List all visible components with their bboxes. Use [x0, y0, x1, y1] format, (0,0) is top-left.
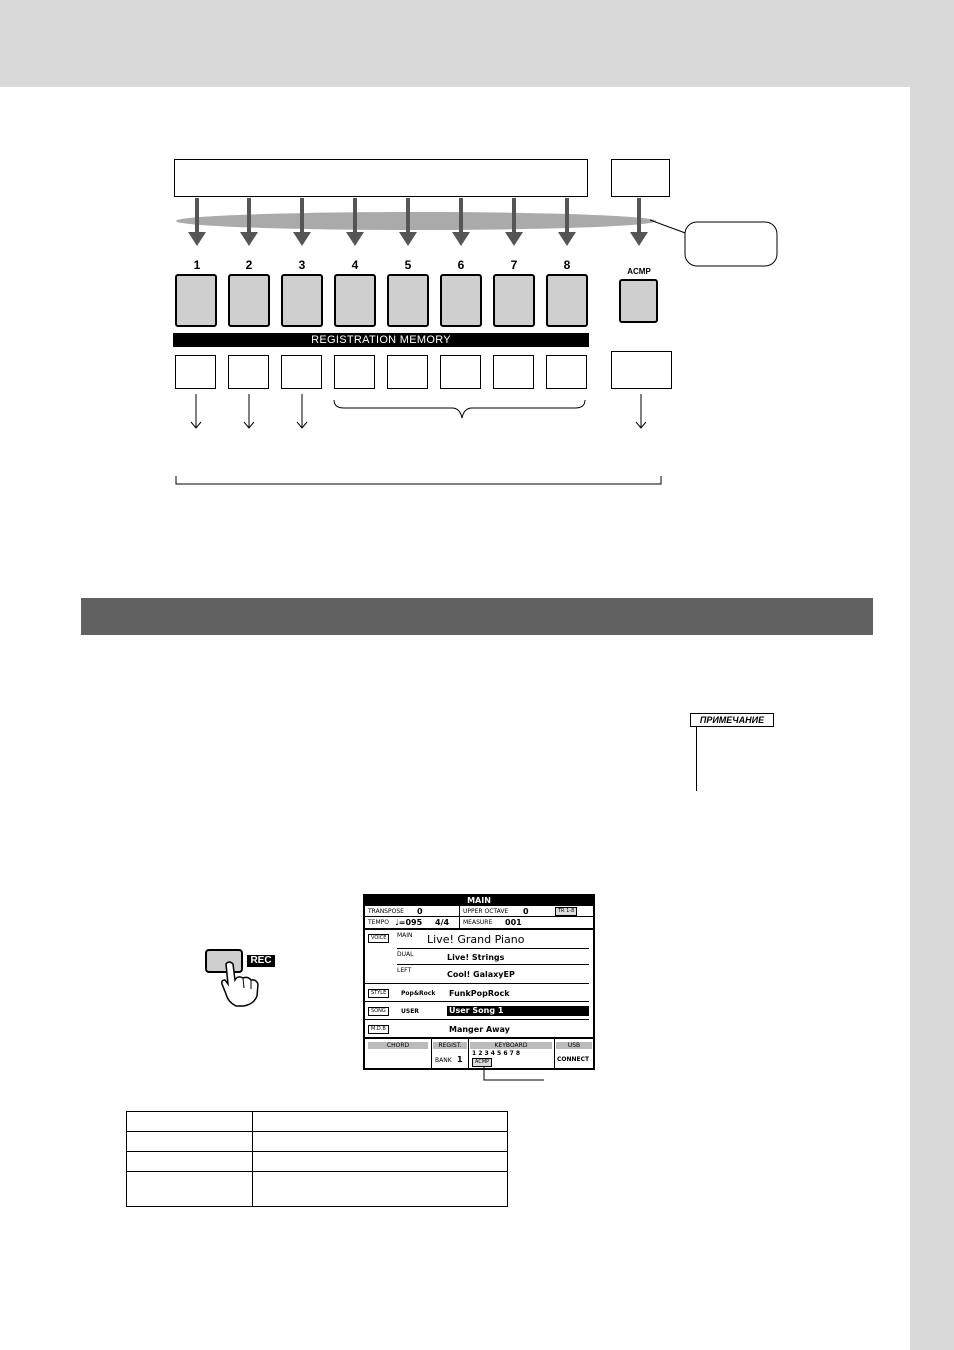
registration-button-4[interactable]: [334, 274, 376, 327]
button-number-8: 8: [563, 258, 571, 272]
style-tag: STYLE: [368, 989, 389, 998]
usb-label: USB: [556, 1042, 592, 1049]
table-row: [127, 1152, 508, 1172]
note-rule: [696, 726, 697, 791]
button-number-4: 4: [351, 258, 359, 272]
lower-box-8: [546, 355, 587, 389]
button-number-2: 2: [245, 258, 253, 272]
info-table: [126, 1111, 508, 1207]
diagram-overlay: [172, 196, 792, 276]
button-number-6: 6: [457, 258, 465, 272]
settings-box: [174, 159, 588, 197]
table-row: [127, 1112, 508, 1132]
acmp-label: ACMP: [627, 267, 651, 276]
transpose-value: 0: [417, 907, 423, 916]
mdb-tag: M.D.B: [368, 1025, 389, 1034]
lower-box-acmp: [611, 351, 672, 389]
left-voice: Cool! GalaxyEP: [447, 970, 515, 979]
rec-label: REC: [247, 955, 275, 967]
rec-button: [206, 950, 242, 972]
button-number-5: 5: [404, 258, 412, 272]
bank-value: 1: [457, 1055, 463, 1064]
lcd-acmp-tag: ACMP: [472, 1058, 492, 1067]
lower-box-3: [281, 355, 322, 389]
button-number-1: 1: [193, 258, 201, 272]
upper-octave-label: UPPER OCTAVE: [463, 908, 509, 915]
registration-button-7[interactable]: [493, 274, 535, 327]
table-row: [127, 1172, 508, 1207]
button-number-3: 3: [298, 258, 306, 272]
voice-tag: VOICE: [368, 934, 389, 943]
registration-button-2[interactable]: [228, 274, 270, 327]
lower-box-6: [440, 355, 481, 389]
table-row: [127, 1132, 508, 1152]
song-tag: SONG: [368, 1007, 389, 1016]
side-band: [910, 87, 954, 1350]
chord-label: CHORD: [368, 1042, 428, 1049]
lcd-callout: [478, 1066, 548, 1086]
song-name: User Song 1: [447, 1006, 589, 1016]
upper-octave-value: 0: [523, 907, 529, 916]
time-signature: 4/4: [435, 918, 450, 927]
tempo-value: ♩=095: [395, 918, 423, 927]
callout-bubble: [685, 222, 777, 266]
note-tag: ПРИМЕЧАНИЕ: [690, 713, 774, 727]
registration-button-8[interactable]: [546, 274, 588, 327]
dual-label: DUAL: [397, 951, 414, 958]
connect-label: CONNECT: [557, 1056, 590, 1063]
lcd-display: [363, 894, 595, 1070]
lower-box-7: [493, 355, 534, 389]
transpose-label: TRANSPOSE: [368, 908, 404, 915]
regist-label: REGIST.: [433, 1042, 467, 1049]
section-header-bar: [81, 598, 873, 635]
registration-memory-label: REGISTRATION MEMORY: [173, 333, 589, 347]
keyboard-label: KEYBOARD: [470, 1042, 552, 1049]
acmp-settings-box: [611, 159, 670, 197]
registration-button-3[interactable]: [281, 274, 323, 327]
main-voice: Live! Grand Piano: [427, 933, 525, 946]
lower-box-2: [228, 355, 269, 389]
dual-voice: Live! Strings: [447, 953, 505, 962]
measure-label: MEASURE: [463, 919, 493, 926]
regist-numbers: 1 2 3 4 5 6 7 8: [472, 1050, 521, 1057]
lcd-title: MAIN: [365, 896, 593, 906]
lower-box-5: [387, 355, 428, 389]
song-category: USER: [401, 1008, 419, 1015]
left-label: LEFT: [397, 967, 412, 974]
top-band: [0, 0, 954, 87]
track-label: TR 1-8: [555, 907, 577, 916]
registration-button-1[interactable]: [175, 274, 217, 327]
lower-box-1: [175, 355, 216, 389]
lower-box-4: [334, 355, 375, 389]
mdb-name: Manger Away: [449, 1025, 510, 1034]
tempo-label: TEMPO: [368, 919, 389, 926]
main-label: MAIN: [397, 932, 413, 939]
lower-connectors: [170, 392, 670, 492]
measure-value: 001: [505, 918, 522, 927]
bank-label: BANK: [435, 1057, 452, 1064]
acmp-button[interactable]: [619, 279, 658, 323]
registration-button-5[interactable]: [387, 274, 429, 327]
button-number-7: 7: [510, 258, 518, 272]
style-category: Pop&Rock: [401, 990, 436, 997]
style-name: FunkPopRock: [449, 989, 510, 998]
registration-button-6[interactable]: [440, 274, 482, 327]
